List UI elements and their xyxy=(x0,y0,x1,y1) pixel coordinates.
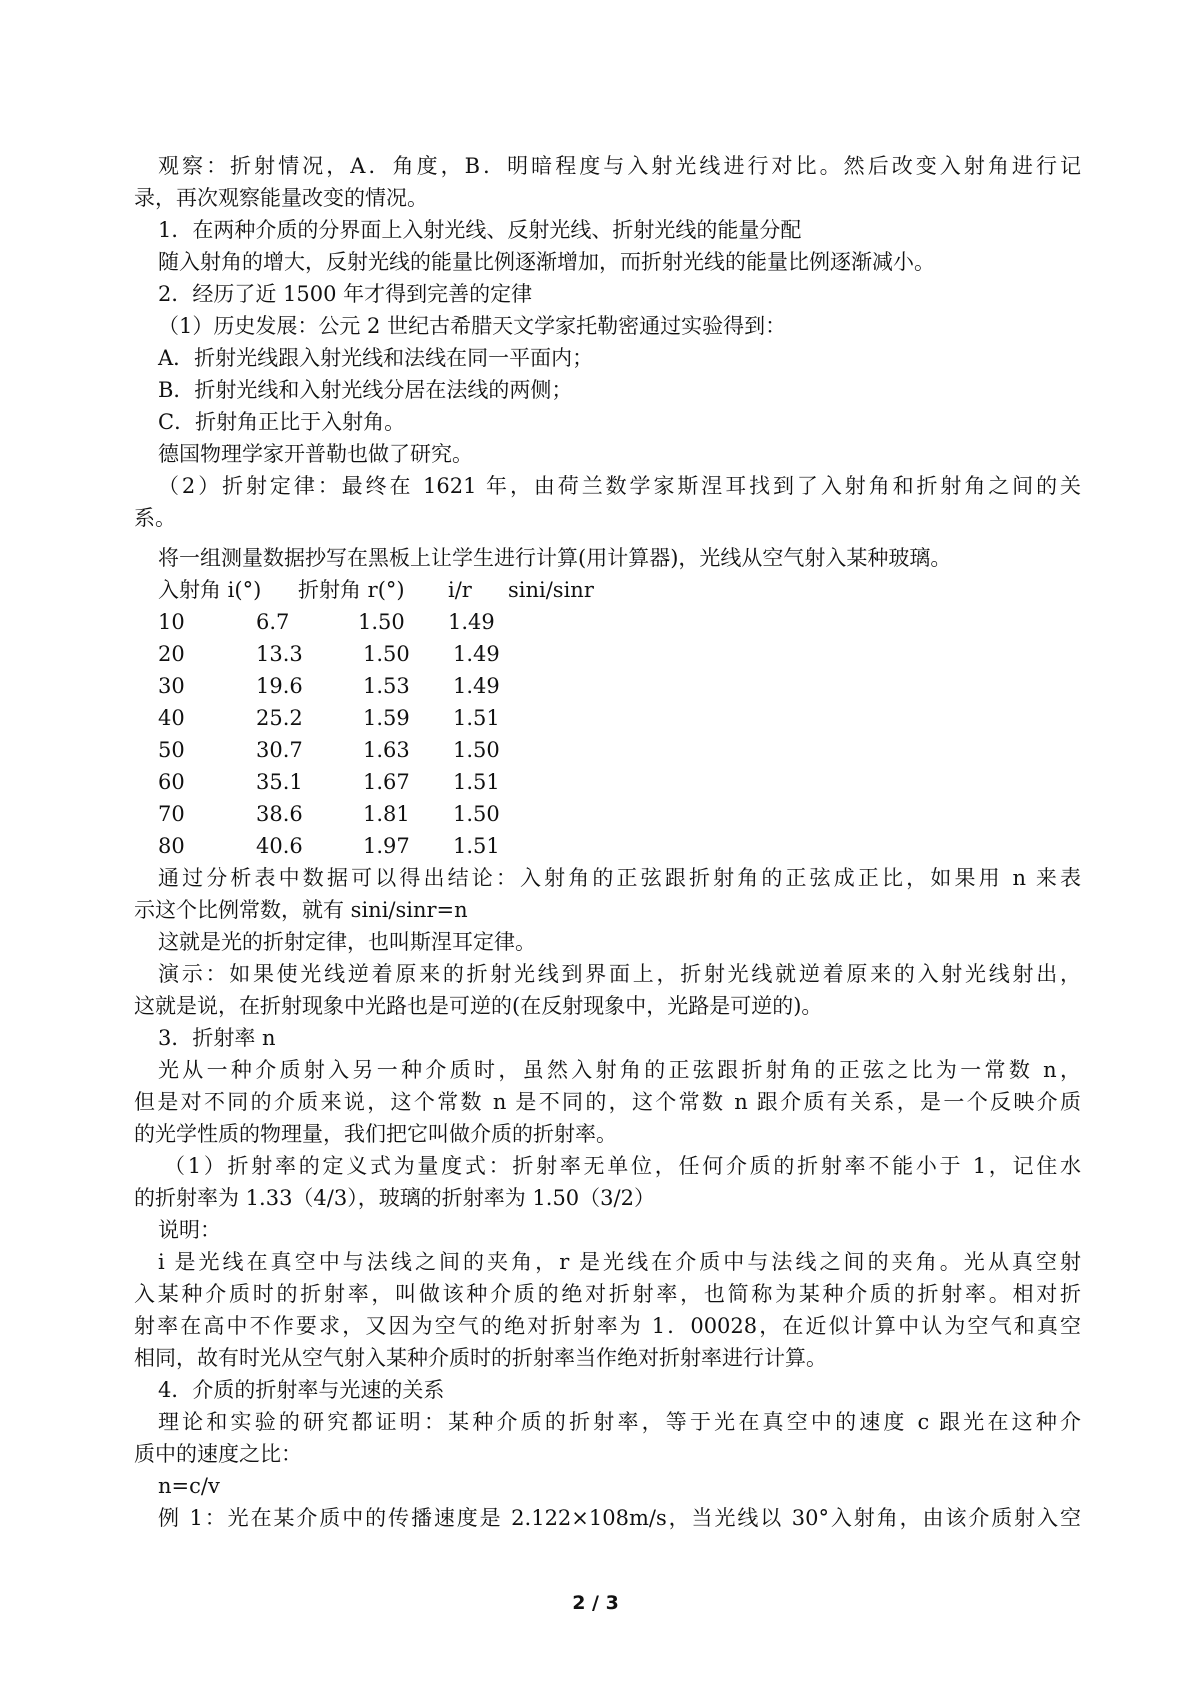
paragraph-line: 说明： xyxy=(158,1218,221,1242)
table-cell: 1.53 xyxy=(363,674,410,698)
paragraph-line: 但是对不同的介质来说，这个常数 n 是不同的，这个常数 n 跟介质有关系，是一个反映介质 xyxy=(134,1090,1081,1114)
paragraph-line: （2）折射定律：最终在 1621 年，由荷兰数学家斯涅耳找到了入射角和折射角之间的关 xyxy=(158,474,1081,498)
paragraph-line: 示这个比例常数，就有 sini/sinr=n xyxy=(134,898,468,922)
table-cell: 1.51 xyxy=(453,706,500,730)
table-row xyxy=(158,670,858,702)
paragraph-line: 入某种介质时的折射率，叫做该种介质的绝对折射率，也简称为某种介质的折射率。相对折 xyxy=(134,1282,1081,1306)
paragraph-line: 演示：如果使光线逆着原来的折射光线到界面上，折射光线就逆着原来的入射光线射出， xyxy=(158,962,1081,986)
section-heading: 2．经历了近 1500 年才得到完善的定律 xyxy=(158,282,533,306)
paragraph-line: 理论和实验的研究都证明：某种介质的折射率，等于光在真空中的速度 c 跟光在这种介 xyxy=(158,1410,1081,1434)
table-cell: 20 xyxy=(158,642,185,666)
paragraph-line: 1．在两种介质的分界面上入射光线、反射光线、折射光线的能量分配 xyxy=(158,218,802,242)
page-number: 2 / 3 xyxy=(572,1592,619,1614)
table-row xyxy=(158,830,858,862)
table-cell: 1.50 xyxy=(358,610,405,634)
table-cell: 35.1 xyxy=(256,770,303,794)
table-cell: 1.97 xyxy=(363,834,410,858)
table-cell: 1.49 xyxy=(453,642,500,666)
paragraph-line: 通过分析表中数据可以得出结论：入射角的正弦跟折射角的正弦成正比，如果用 n 来表 xyxy=(158,866,1081,890)
table-cell: 6.7 xyxy=(256,610,290,634)
paragraph-line: 德国物理学家开普勒也做了研究。 xyxy=(158,442,473,466)
table-cell: 10 xyxy=(158,610,185,634)
table-header-cell: 折射角 r(°) xyxy=(298,578,405,602)
paragraph-line: 这就是说，在折射现象中光路也是可逆的(在反射现象中，光路是可逆的)。 xyxy=(134,994,823,1018)
table-cell: 80 xyxy=(158,834,185,858)
table-cell: 38.6 xyxy=(256,802,303,826)
table-cell: 1.50 xyxy=(453,738,500,762)
table-header xyxy=(158,574,858,606)
paragraph-line: 随入射角的增大，反射光线的能量比例逐渐增加，而折射光线的能量比例逐渐减小。 xyxy=(158,250,935,274)
table-cell: 25.2 xyxy=(256,706,303,730)
table-cell: 40.6 xyxy=(256,834,303,858)
table-cell: 1.81 xyxy=(363,802,410,826)
list-item: A．折射光线跟入射光线和法线在同一平面内； xyxy=(158,346,594,370)
table-cell: 50 xyxy=(158,738,185,762)
table-cell: 60 xyxy=(158,770,185,794)
paragraph-line: 例 1：光在某介质中的传播速度是 2.122×108m/s，当光线以 30°入射角，由该介质射入空 xyxy=(158,1506,1081,1530)
table-header-cell: i/r xyxy=(448,578,472,602)
paragraph-line: 录，再次观察能量改变的情况。 xyxy=(134,186,428,210)
table-cell: 1.63 xyxy=(363,738,410,762)
table-row xyxy=(158,702,858,734)
table-cell: 1.50 xyxy=(453,802,500,826)
paragraph-line: 相同，故有时光从空气射入某种介质时的折射率当作绝对折射率进行计算。 xyxy=(134,1346,827,1370)
paragraph-line: 射率在高中不作要求，又因为空气的绝对折射率为 1．00028，在近似计算中认为空气和真空 xyxy=(134,1314,1081,1338)
paragraph-line: （1）折射率的定义式为量度式：折射率无单位，任何介质的折射率不能小于 1，记住水 xyxy=(164,1154,1081,1178)
table-header-cell: sini/sinr xyxy=(508,578,594,602)
table-row xyxy=(158,638,858,670)
section-heading: 4．介质的折射率与光速的关系 xyxy=(158,1378,445,1402)
table-header-cell: 入射角 i(°) xyxy=(158,578,262,602)
table-cell: 30 xyxy=(158,674,185,698)
formula: n=c/v xyxy=(158,1474,220,1498)
table-cell: 1.51 xyxy=(453,834,500,858)
table-cell: 19.6 xyxy=(256,674,303,698)
table-cell: 1.67 xyxy=(363,770,410,794)
paragraph-line: 的折射率为 1.33（4/3），玻璃的折射率为 1.50（3/2） xyxy=(134,1186,655,1210)
paragraph-line: 将一组测量数据抄写在黑板上让学生进行计算(用计算器)，光线从空气射入某种玻璃。 xyxy=(158,546,952,570)
paragraph-line: 这就是光的折射定律，也叫斯涅耳定律。 xyxy=(158,930,536,954)
table-row xyxy=(158,766,858,798)
list-item: C．折射角正比于入射角。 xyxy=(158,410,406,434)
table-cell: 13.3 xyxy=(256,642,303,666)
paragraph-line: 观察：折射情况，A．角度，B．明暗程度与入射光线进行对比。然后改变入射角进行记 xyxy=(158,154,1081,178)
paragraph-line: i 是光线在真空中与法线之间的夹角，r 是光线在介质中与法线之间的夹角。光从真空射 xyxy=(158,1250,1081,1274)
table-row xyxy=(158,606,858,638)
table-cell: 1.51 xyxy=(453,770,500,794)
table-cell: 1.49 xyxy=(448,610,495,634)
paragraph-line: 系。 xyxy=(134,506,176,530)
table-cell: 1.50 xyxy=(363,642,410,666)
table-cell: 40 xyxy=(158,706,185,730)
table-cell: 30.7 xyxy=(256,738,303,762)
list-item: B．折射光线和入射光线分居在法线的两侧； xyxy=(158,378,573,402)
table-cell: 70 xyxy=(158,802,185,826)
paragraph-line: （1）历史发展：公元 2 世纪古希腊天文学家托勒密通过实验得到： xyxy=(158,314,787,338)
table-row xyxy=(158,798,858,830)
paragraph-line: 的光学性质的物理量，我们把它叫做介质的折射率。 xyxy=(134,1122,617,1146)
table-row xyxy=(158,734,858,766)
table-cell: 1.59 xyxy=(363,706,410,730)
paragraph-line: 质中的速度之比： xyxy=(134,1442,302,1466)
section-heading: 3．折射率 n xyxy=(158,1026,276,1050)
paragraph-line: 光从一种介质射入另一种介质时，虽然入射角的正弦跟折射角的正弦之比为一常数 n， xyxy=(158,1058,1081,1082)
table-cell: 1.49 xyxy=(453,674,500,698)
